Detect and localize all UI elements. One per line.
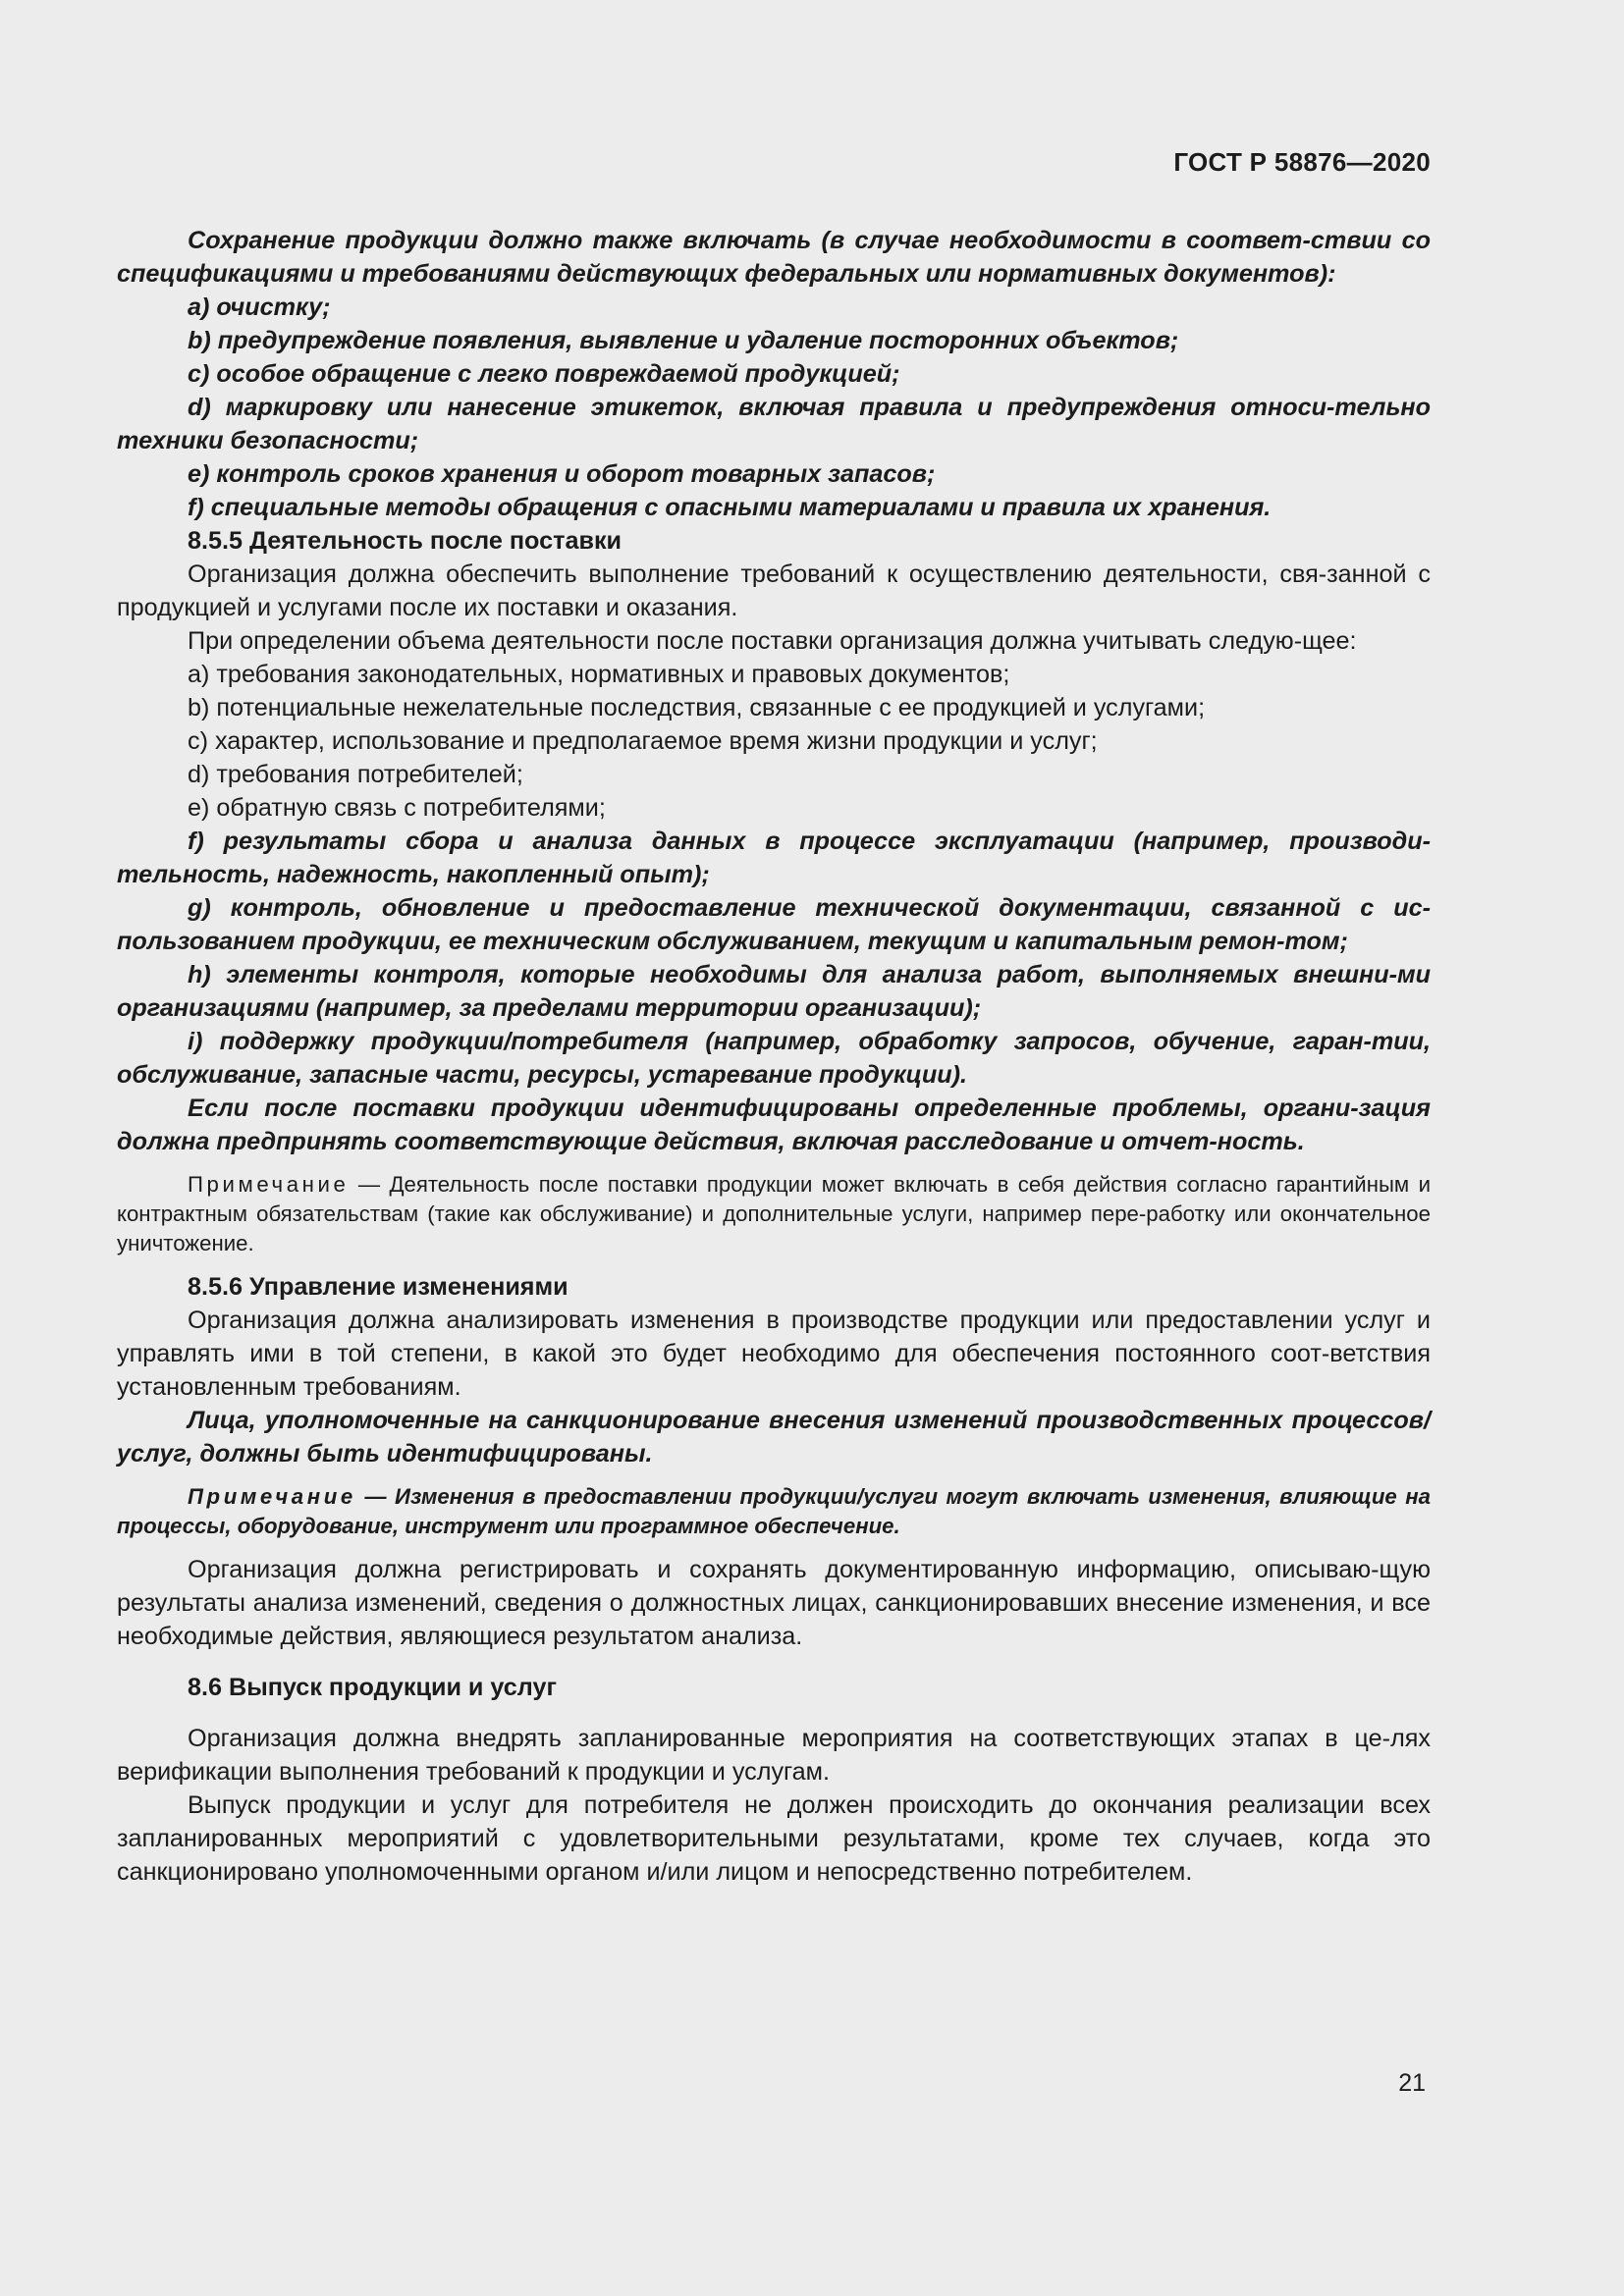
list-item-undesired-consequences: b) потенциальные нежелательные последствия, связанные с ее продукцией и услугами; — [188, 694, 1206, 721]
note-text: Изменения в предоставлении продукции/услуги могут включать изменения, влияющие на процессы, оборудование, инструмент или программное обеспечение. — [117, 1484, 1431, 1538]
list-item-customer-requirements: d) требования потребителей; — [188, 761, 523, 788]
paragraph-post-delivery-requirement: Организация должна обеспечить выполнение требований к осуществлению деятельности, свя-занной с продукцией и услугами после их поставки и оказания. — [117, 561, 1431, 621]
list-item-product-lifetime: c) характер, использование и предполагаемое время жизни продукции и услуг; — [188, 727, 1098, 755]
section-heading-release: 8.6 Выпуск продукции и услуг — [188, 1674, 557, 1701]
list-item-customer-feedback: e) обратную связь с потребителями; — [188, 794, 606, 822]
list-item-labelling: d) маркировку или нанесение этикеток, включая правила и предупреждения относи-тельно техники безопасности; — [117, 394, 1431, 454]
list-item-technical-documentation: g) контроль, обновление и предоставление технической документации, связанной с ис-пользованием продукции, ее техническим обслуживанием, текущим и капитальным ремон-том; — [117, 894, 1431, 955]
section-heading-post-delivery: 8.5.5 Деятельность после поставки — [188, 527, 623, 555]
list-item-product-support: i) поддержку продукции/потребителя (например, обработку запросов, обучение, гаран-тии, обслуживание, запасные части, ресурсы, устаревание продукции). — [117, 1028, 1431, 1089]
note-label: Примечание — [188, 1484, 356, 1509]
paragraph-problems-actions: Если после поставки продукции идентифицированы определенные проблемы, органи-зация должна предпринять соответствующие действия, включая расследование и отчет-ность. — [117, 1095, 1431, 1155]
note-text: Деятельность после поставки продукции может включать в себя действия согласно гарантийным и контрактным обязательствам (такие как обслуживание) и дополнительные услуги, например пере-работку или окончательное уничтожение. — [117, 1172, 1431, 1255]
page-number: 21 — [1398, 2069, 1426, 2097]
paragraph-preservation-intro: Сохранение продукции должно также включать (в случае необходимости в соответ-ствии со спецификациями и требованиями действующих федеральных или нормативных документов): — [117, 227, 1431, 288]
note-dash: — — [355, 1484, 396, 1509]
list-item-field-data: f) результаты сбора и анализа данных в процессе эксплуатации (например, производи-тельность, надежность, накопленный опыт); — [117, 828, 1431, 888]
list-item-shelf-life: e) контроль сроков хранения и оборот товарных запасов; — [188, 460, 936, 488]
paragraph-post-delivery-scope: При определении объема деятельности после поставки организация должна учитывать следую-щее: — [188, 627, 1357, 655]
list-item-legal-requirements: a) требования законодательных, нормативных и правовых документов; — [188, 661, 1010, 688]
section-heading-change-control: 8.5.6 Управление изменениями — [188, 1273, 568, 1301]
page-body — [117, 224, 1431, 1889]
list-item-foreign-objects: b) предупреждение появления, выявление и удаление посторонних объектов; — [188, 327, 1179, 354]
list-item-external-work-control: h) элементы контроля, которые необходимы для анализа работ, выполняемых внешни-ми организациями (например, за пределами территории организации); — [117, 961, 1431, 1022]
list-item-hazardous-materials: f) специальные методы обращения с опасными материалами и правила их хранения. — [188, 494, 1272, 521]
list-item-fragile-products: c) особое обращение с легко повреждаемой продукцией; — [188, 360, 900, 388]
paragraph-change-records: Организация должна регистрировать и сохранять документированную информацию, описываю-щую результаты анализа изменений, сведения о должностных лицах, санкционировавших внесение изменения, и все необходимые действия, являющиеся результатом анализа. — [117, 1556, 1431, 1650]
paragraph-release-verification: Организация должна внедрять запланированные мероприятия на соответствующих этапах в це-лях верификации выполнения требований к продукции и услугам. — [117, 1725, 1431, 1786]
note-post-delivery — [117, 1170, 1431, 1258]
paragraph-release-conditions: Выпуск продукции и услуг для потребителя не должен происходить до окончания реализации всех запланированных мероприятий с удовлетворительными результатами, кроме тех случаев, когда это санкционировано уполномоченными органом и/или лицом и непосредственно потребителем. — [117, 1791, 1431, 1886]
paragraph-change-analysis: Организация должна анализировать изменения в производстве продукции или предоставлении услуг и управлять ими в той степени, в какой это будет необходимо для обеспечения постоянного соот-ветствия установленным требованиям. — [117, 1307, 1431, 1401]
document-id-header: ГОСТ Р 58876—2020 — [1173, 147, 1431, 177]
list-item-cleaning: a) очистку; — [188, 294, 331, 321]
note-label: Примечание — [188, 1172, 350, 1197]
note-dash: — — [349, 1172, 390, 1197]
paragraph-authorized-persons: Лица, уполномоченные на санкционирование внесения изменений производственных процессов/услуг, должны быть идентифицированы. — [117, 1407, 1431, 1468]
note-change-control — [117, 1482, 1431, 1541]
